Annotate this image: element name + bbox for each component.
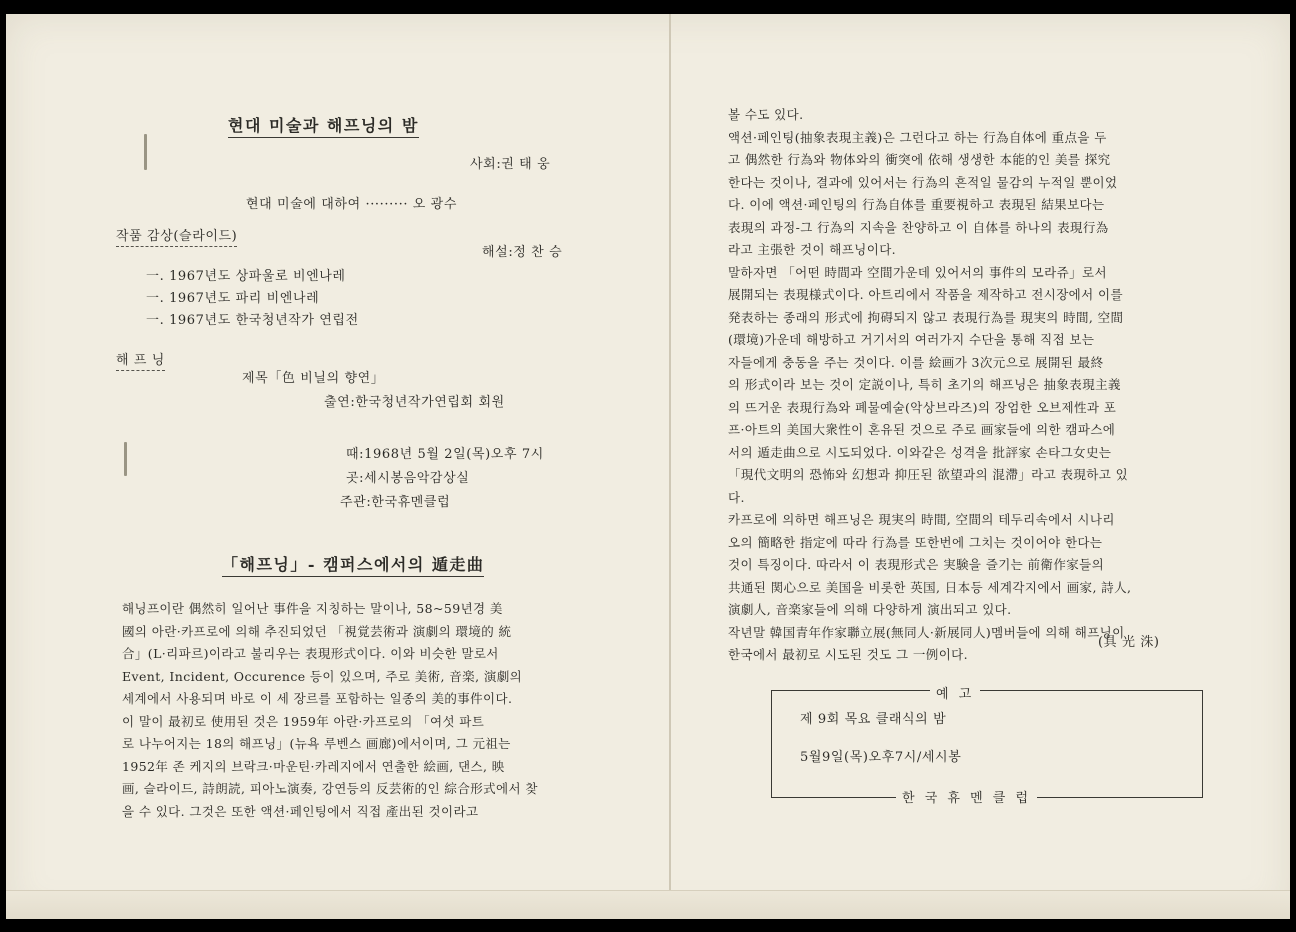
staple-top <box>144 134 147 170</box>
essay-line: 세계에서 사용되며 바로 이 세 장르를 포함하는 일종의 美的事件이다. <box>122 691 513 706</box>
document-sheet <box>6 14 1290 919</box>
essay-line: 画, 슬라이드, 詩朗読, 피아노演奏, 강연등의 反芸術的인 綜合形式에서 찾 <box>122 781 538 796</box>
essay-line: 合」(L·리파르)이라고 불리우는 表現形式이다. 이와 비슷한 말로서 <box>122 646 499 661</box>
essay-body-right <box>728 104 1236 667</box>
lecture-line: 현대 미술에 대하여 ········· 오 광수 <box>246 197 457 212</box>
essay-line: 이 말이 最初로 使用된 것은 1959年 아란·카프로의 「여섯 파트 <box>122 713 485 729</box>
essay-line: 発表하는 종래의 形式에 拘碍되지 않고 表現行為를 現実의 時間, 空間 <box>728 309 1124 325</box>
essay-line: 로 나누어지는 18의 해프닝」(뉴욕 루벤스 画廊)에서이며, 그 元祖는 <box>122 736 511 751</box>
essay-line: 볼 수도 있다. <box>728 107 804 122</box>
essay-line: 國의 아란·카프로에 의해 추진되었던 「視覚芸術과 演劇의 環境的 統 <box>122 623 512 639</box>
essay-line: 共通된 関心으로 美国을 비롯한 英国, 日本등 세계각지에서 画家, 詩人, <box>728 579 1132 595</box>
essay-line: 오의 簡略한 指定에 따라 行為를 또한번에 그치는 것이어야 한다는 <box>728 534 1103 550</box>
host-line: 사회:권 태 웅 <box>470 157 551 172</box>
appreciation-heading: 작품 감상(슬라이드) <box>116 230 237 247</box>
essay-line: 表現의 과정-그 行為의 지속을 찬양하고 이 自体를 하나의 表現行為 <box>728 219 1109 235</box>
date-line: 때:1968년 5월 2일(목)오후 7시 <box>346 447 544 462</box>
list-item: 一. 1967년도 한국청년작가 연립전 <box>146 313 359 328</box>
essay-line: 다. 이에 액션·페인팅의 行為自体를 重要視하고 表現된 結果보다는 <box>728 197 1105 212</box>
list-item: 一. 1967년도 상파울로 비엔나레 <box>146 269 346 284</box>
place-line: 곳:세시봉음악감상실 <box>346 471 470 486</box>
essay-line: 을 수 있다. 그것은 또한 액션·페인팅에서 직접 產出된 것이라고 <box>122 803 479 819</box>
staple-bottom <box>124 442 127 476</box>
notice-footer: 한 국 휴 멘 클 럽 <box>896 787 1037 806</box>
essay-line: Event, Incident, Occurence 등이 있으며, 주로 美術, 音楽, 演劇의 <box>122 668 523 684</box>
essay-line: 라고 主張한 것이 해프닝이다. <box>728 242 897 257</box>
happening-heading: 해 프 닝 <box>116 354 165 371</box>
paper-bottom-edge <box>6 890 1290 919</box>
essay-body-left <box>122 598 632 823</box>
happening-title: 제목「色 비닐의 향연」 <box>242 371 385 386</box>
notice-datetime: 5월9일(목)오후7시/세시봉 <box>800 750 962 765</box>
page-title: 현대 미술과 해프닝의 밤 <box>228 118 419 138</box>
essay-line: 고 偶然한 行為와 物体와의 衝突에 依해 생생한 本能的인 美를 探究 <box>728 152 1111 167</box>
essay-line: 말하자면 「어떤 時間과 空間가운데 있어서의 事件의 모라쥬」로서 <box>728 264 1107 280</box>
essay-line: (環境)가운데 해방하고 거기서의 여러가지 수단을 통해 직접 보는 <box>728 332 1095 347</box>
essay-line: 한다는 것이나, 결과에 있어서는 行為의 흔적일 물감의 누적일 뿐이었 <box>728 174 1118 190</box>
author-signature: (具 光 洙) <box>1098 635 1160 650</box>
essay-line: 한국에서 最初로 시도된 것도 그 一例이다. <box>728 647 969 662</box>
faded-green-stamp <box>284 217 477 277</box>
essay-line: 액션·페인팅(抽象表現主義)은 그런다고 하는 行為自体에 重点을 두 <box>728 129 1107 145</box>
essay-line: 자들에게 충동을 주는 것이다. 이를 絵画가 3次元으로 展開된 最終 <box>728 354 1104 370</box>
notice-heading: 예 고 <box>930 683 980 702</box>
essay-line: 의 形式이라 보는 것이 定説이나, 특히 초기의 해프닝은 抽象表現主義 <box>728 377 1121 392</box>
essay-line: 1952年 존 케지의 브락크·마운틴·카레지에서 연출한 絵画, 댄스, 映 <box>122 758 505 774</box>
essay-line: 다. <box>728 489 745 505</box>
notice-event: 제 9회 목요 클래식의 밤 <box>800 712 947 727</box>
essay-line: 의 뜨거운 表現行為와 폐물예술(악상브라즈)의 장엄한 오브제性과 포 <box>728 399 1117 415</box>
notice-box <box>771 687 1203 806</box>
organizer-line: 주관:한국휴멘클럽 <box>340 495 451 510</box>
essay-line: 해닝프이란 偶然히 일어난 事件을 지칭하는 말이나, 58~59년경 美 <box>122 601 503 616</box>
list-item: 一. 1967년도 파리 비엔나레 <box>146 291 320 306</box>
essay-line: 演劇人, 音楽家들에 의해 다양하게 演出되고 있다. <box>728 602 1012 617</box>
essay-line: 것이 특징이다. 따라서 이 表現形式은 実験을 즐기는 前衛作家들의 <box>728 557 1105 572</box>
center-fold <box>669 14 671 919</box>
essay-title: 「해프닝」- 캠퍼스에서의 遁走曲 <box>222 557 484 577</box>
essay-line: 「現代文明의 恐怖와 幻想과 抑圧된 欲望과의 混滯」라고 表現하고 있 <box>728 467 1129 482</box>
essay-line: 카프로에 의하면 해프닝은 現実의 時間, 空間의 테두리속에서 시나리 <box>728 512 1115 527</box>
essay-line: 프·아트의 美国大衆性이 혼유된 것으로 주로 画家들에 의한 캠파스에 <box>728 422 1116 437</box>
essay-line: 展開되는 表現様式이다. 아트리에서 작품을 제작하고 전시장에서 이를 <box>728 287 1123 302</box>
essay-line: 서의 遁走曲으로 시도되었다. 이와같은 성격을 批評家 손타그女史는 <box>728 444 1112 460</box>
performers-line: 출연:한국청년작가연립회 회원 <box>324 395 505 410</box>
essay-line: 작년말 韓国青年作家聯立展(無同人·新展同人)멤버들에 의해 해프닝이 <box>728 624 1125 640</box>
commentary-line: 해설:정 찬 승 <box>482 245 563 260</box>
